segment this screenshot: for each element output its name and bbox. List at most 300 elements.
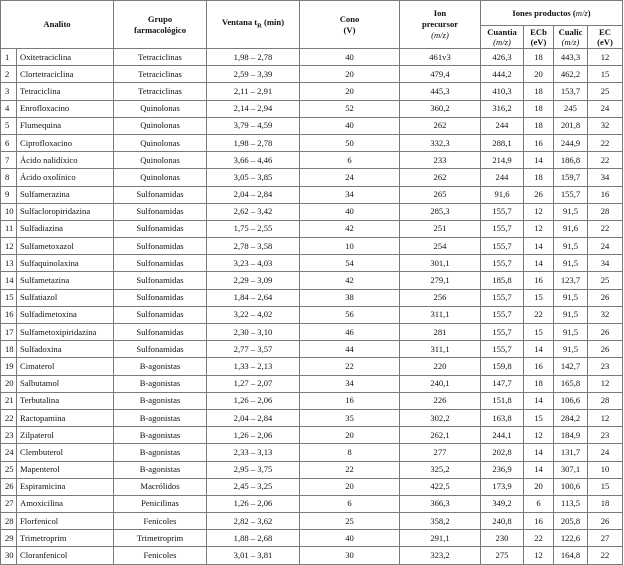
ec-cell: 22: [588, 134, 623, 151]
grupo-cell: Penicilinas: [114, 495, 207, 512]
row-number: 25: [1, 461, 17, 478]
ion-precursor-cell: 358,2: [400, 513, 481, 530]
table-row: [1, 220, 623, 237]
cono-cell: 6: [300, 495, 400, 512]
cualic-cell: 244,9: [554, 134, 588, 151]
cualic-cell: 205,8: [554, 513, 588, 530]
row-number: 11: [1, 220, 17, 237]
analito-cell: Sulfadiazina: [17, 220, 114, 237]
ion-precursor-cell: 302,2: [400, 409, 481, 426]
cono-cell: 20: [300, 478, 400, 495]
ion-precursor-cell: 311,1: [400, 341, 481, 358]
grupo-cell: Sulfonamidas: [114, 306, 207, 323]
ecb-cell: 18: [524, 100, 554, 117]
ventana-cell: 3,66 – 4,46: [207, 152, 300, 169]
grupo-cell: B-agonistas: [114, 461, 207, 478]
table-row: [1, 547, 623, 564]
cualic-cell: 91,5: [554, 289, 588, 306]
ion-precursor-cell: 279,1: [400, 272, 481, 289]
table-row: [1, 375, 623, 392]
table-row: [1, 49, 623, 66]
ventana-cell: 1,88 – 2,68: [207, 530, 300, 547]
grupo-cell: Sulfonamidas: [114, 341, 207, 358]
table-row: [1, 186, 623, 203]
cuantia-cell: 244: [481, 117, 524, 134]
cualic-cell: 165,8: [554, 375, 588, 392]
row-number: 2: [1, 66, 17, 83]
table-row: [1, 272, 623, 289]
analito-cell: Ractopamina: [17, 409, 114, 426]
table-row: [1, 169, 623, 186]
header-cuantia: Cuantia (m/z): [481, 26, 524, 49]
table-row: [1, 444, 623, 461]
row-number: 22: [1, 409, 17, 426]
cuantia-cell: 155,7: [481, 289, 524, 306]
cualic-cell: 91,5: [554, 324, 588, 341]
table-row: [1, 203, 623, 220]
cualic-cell: 100,6: [554, 478, 588, 495]
cuantia-cell: 173,9: [481, 478, 524, 495]
grupo-cell: Sulfonamidas: [114, 289, 207, 306]
ecb-cell: 20: [524, 66, 554, 83]
grupo-cell: B-agonistas: [114, 358, 207, 375]
ecb-cell: 18: [524, 117, 554, 134]
ecb-cell: 14: [524, 392, 554, 409]
ventana-cell: 2,59 – 3,39: [207, 66, 300, 83]
grupo-cell: Quinolonas: [114, 152, 207, 169]
grupo-cell: Sulfonamidas: [114, 238, 207, 255]
grupo-cell: Trimetroprim: [114, 530, 207, 547]
table-row: [1, 358, 623, 375]
cono-cell: 52: [300, 100, 400, 117]
analito-cell: Sulfamerazina: [17, 186, 114, 203]
ion-precursor-cell: 220: [400, 358, 481, 375]
ecb-cell: 22: [524, 306, 554, 323]
ion-precursor-cell: 251: [400, 220, 481, 237]
cualic-cell: 443,3: [554, 49, 588, 66]
ventana-cell: 3,01 – 3,81: [207, 547, 300, 564]
ec-cell: 22: [588, 152, 623, 169]
ec-cell: 15: [588, 66, 623, 83]
cualic-cell: 91,6: [554, 220, 588, 237]
row-number: 5: [1, 117, 17, 134]
grupo-cell: Quinolonas: [114, 169, 207, 186]
analito-cell: Amoxicilina: [17, 495, 114, 512]
grupo-cell: Sulfonamidas: [114, 324, 207, 341]
row-number: 28: [1, 513, 17, 530]
analito-cell: Oxitetraciclina: [17, 49, 114, 66]
ec-cell: 12: [588, 49, 623, 66]
cono-cell: 6: [300, 152, 400, 169]
ventana-cell: 2,30 – 3,10: [207, 324, 300, 341]
ion-precursor-cell: 233: [400, 152, 481, 169]
ec-cell: 32: [588, 306, 623, 323]
row-number: 21: [1, 392, 17, 409]
row-number: 14: [1, 272, 17, 289]
cualic-cell: 91,5: [554, 306, 588, 323]
grupo-cell: B-agonistas: [114, 392, 207, 409]
cono-cell: 34: [300, 375, 400, 392]
cuantia-cell: 155,7: [481, 306, 524, 323]
grupo-cell: Sulfonamidas: [114, 220, 207, 237]
table-row: [1, 83, 623, 100]
ecb-cell: 22: [524, 530, 554, 547]
ecb-cell: 16: [524, 513, 554, 530]
ventana-cell: 1,98 – 2,78: [207, 49, 300, 66]
row-number: 19: [1, 358, 17, 375]
ion-precursor-cell: 262,1: [400, 427, 481, 444]
ecb-cell: 14: [524, 461, 554, 478]
grupo-cell: Tetraciclinas: [114, 49, 207, 66]
analito-cell: Sulfametoxipiridazina: [17, 324, 114, 341]
grupo-cell: B-agonistas: [114, 427, 207, 444]
ecb-cell: 15: [524, 289, 554, 306]
grupo-cell: Sulfonamidas: [114, 186, 207, 203]
cuantia-cell: 155,7: [481, 220, 524, 237]
cono-cell: 20: [300, 83, 400, 100]
ec-cell: 26: [588, 513, 623, 530]
analito-cell: Sulfacloropiridazina: [17, 203, 114, 220]
table-row: [1, 238, 623, 255]
ecb-cell: 12: [524, 427, 554, 444]
cono-cell: 22: [300, 358, 400, 375]
ventana-cell: 1,27 – 2,07: [207, 375, 300, 392]
row-number: 10: [1, 203, 17, 220]
row-number: 23: [1, 427, 17, 444]
ion-precursor-cell: 301,1: [400, 255, 481, 272]
row-number: 7: [1, 152, 17, 169]
ec-cell: 27: [588, 530, 623, 547]
table-row: [1, 289, 623, 306]
ion-precursor-cell: 360,2: [400, 100, 481, 117]
cono-cell: 20: [300, 66, 400, 83]
ventana-cell: 2,33 – 3,13: [207, 444, 300, 461]
header-ventana: Ventana $t_R$ (min): [207, 1, 300, 49]
row-number: 24: [1, 444, 17, 461]
analito-cell: Ciprofloxacino: [17, 134, 114, 151]
ec-cell: 16: [588, 186, 623, 203]
ec-cell: 34: [588, 255, 623, 272]
cuantia-cell: 147,7: [481, 375, 524, 392]
grupo-cell: B-agonistas: [114, 444, 207, 461]
ion-precursor-cell: 285,3: [400, 203, 481, 220]
cono-cell: 35: [300, 409, 400, 426]
ec-cell: 34: [588, 169, 623, 186]
ventana-cell: 2,04 – 2,84: [207, 409, 300, 426]
ecb-cell: 26: [524, 186, 554, 203]
grupo-cell: Fenicoles: [114, 547, 207, 564]
cono-cell: 44: [300, 341, 400, 358]
ecb-cell: 15: [524, 409, 554, 426]
cono-cell: 34: [300, 186, 400, 203]
cono-cell: 24: [300, 169, 400, 186]
ecb-cell: 14: [524, 238, 554, 255]
cuantia-cell: 155,7: [481, 341, 524, 358]
table-row: [1, 100, 623, 117]
header-grupo: Grupo farmacológico: [114, 1, 207, 49]
cuantia-cell: 151,8: [481, 392, 524, 409]
ecb-cell: 15: [524, 324, 554, 341]
row-number: 15: [1, 289, 17, 306]
ion-precursor-cell: 479,4: [400, 66, 481, 83]
header-cono: Cono (V): [300, 1, 400, 49]
cono-cell: 25: [300, 513, 400, 530]
analito-cell: Flumequina: [17, 117, 114, 134]
cono-cell: 38: [300, 289, 400, 306]
cuantia-cell: 288,1: [481, 134, 524, 151]
cualic-cell: 91,5: [554, 341, 588, 358]
cuantia-cell: 159,8: [481, 358, 524, 375]
cono-cell: 46: [300, 324, 400, 341]
cuantia-cell: 155,7: [481, 238, 524, 255]
ec-cell: 28: [588, 392, 623, 409]
row-number: 18: [1, 341, 17, 358]
ec-cell: 23: [588, 358, 623, 375]
cuantia-cell: 155,7: [481, 203, 524, 220]
analito-cell: Terbutalina: [17, 392, 114, 409]
row-number: 4: [1, 100, 17, 117]
grupo-cell: Sulfonamidas: [114, 255, 207, 272]
grupo-cell: Sulfonamidas: [114, 203, 207, 220]
ecb-cell: 16: [524, 272, 554, 289]
ventana-cell: 1,26 – 2,06: [207, 495, 300, 512]
grupo-cell: B-agonistas: [114, 375, 207, 392]
ecb-cell: 18: [524, 49, 554, 66]
ventana-cell: 3,05 – 3,85: [207, 169, 300, 186]
cualic-cell: 122,6: [554, 530, 588, 547]
ventana-cell: 2,77 – 3,57: [207, 341, 300, 358]
ecb-cell: 14: [524, 152, 554, 169]
cono-cell: 10: [300, 238, 400, 255]
ecb-cell: 18: [524, 83, 554, 100]
grupo-cell: Tetraciclinas: [114, 66, 207, 83]
table-row: [1, 461, 623, 478]
row-number: 12: [1, 238, 17, 255]
cualic-cell: 284,2: [554, 409, 588, 426]
analito-cell: Ácido oxolínico: [17, 169, 114, 186]
cono-cell: 40: [300, 203, 400, 220]
cuantia-cell: 244: [481, 169, 524, 186]
ventana-cell: 2,14 – 2,94: [207, 100, 300, 117]
cuantia-cell: 426,3: [481, 49, 524, 66]
ecb-cell: 6: [524, 495, 554, 512]
cualic-cell: 307,1: [554, 461, 588, 478]
row-number: 29: [1, 530, 17, 547]
table-row: [1, 66, 623, 83]
table-row: [1, 134, 623, 151]
cuantia-cell: 236,9: [481, 461, 524, 478]
cono-cell: 40: [300, 530, 400, 547]
analito-cell: Sulfadimetoxina: [17, 306, 114, 323]
ion-precursor-cell: 277: [400, 444, 481, 461]
row-number: 26: [1, 478, 17, 495]
analito-cell: Sulfametazina: [17, 272, 114, 289]
cualic-cell: 123,7: [554, 272, 588, 289]
table-header: [1, 1, 623, 49]
ec-cell: 28: [588, 203, 623, 220]
table-row: [1, 409, 623, 426]
ion-precursor-cell: 366,3: [400, 495, 481, 512]
ecb-cell: 14: [524, 255, 554, 272]
analito-cell: Mapenterol: [17, 461, 114, 478]
cualic-cell: 159,7: [554, 169, 588, 186]
cono-cell: 30: [300, 547, 400, 564]
cono-cell: 20: [300, 427, 400, 444]
ec-cell: 24: [588, 238, 623, 255]
table-row: [1, 152, 623, 169]
ecb-cell: 12: [524, 220, 554, 237]
ec-cell: 26: [588, 324, 623, 341]
row-number: 30: [1, 547, 17, 564]
ecb-cell: 18: [524, 169, 554, 186]
table-row: [1, 324, 623, 341]
ec-cell: 26: [588, 341, 623, 358]
ion-precursor-cell: 226: [400, 392, 481, 409]
ecb-cell: 14: [524, 444, 554, 461]
grupo-cell: B-agonistas: [114, 409, 207, 426]
table-row: [1, 341, 623, 358]
row-number: 9: [1, 186, 17, 203]
analito-cell: Tetraciclina: [17, 83, 114, 100]
cualic-cell: 131,7: [554, 444, 588, 461]
ventana-cell: 1,84 – 2,64: [207, 289, 300, 306]
ventana-cell: 2,82 – 3,62: [207, 513, 300, 530]
cualic-cell: 245: [554, 100, 588, 117]
cono-cell: 54: [300, 255, 400, 272]
cualic-cell: 164,8: [554, 547, 588, 564]
row-number: 6: [1, 134, 17, 151]
ec-cell: 12: [588, 375, 623, 392]
ion-precursor-cell: 325,2: [400, 461, 481, 478]
grupo-cell: Quinolonas: [114, 117, 207, 134]
row-number: 3: [1, 83, 17, 100]
cualic-cell: 462,2: [554, 66, 588, 83]
cuantia-cell: 202,8: [481, 444, 524, 461]
cuantia-cell: 185,8: [481, 272, 524, 289]
cono-cell: 42: [300, 272, 400, 289]
ventana-cell: 1,75 – 2,55: [207, 220, 300, 237]
ion-precursor-cell: 256: [400, 289, 481, 306]
header-ec: EC (eV): [588, 26, 623, 49]
ecb-cell: 18: [524, 375, 554, 392]
cualic-cell: 184,9: [554, 427, 588, 444]
ion-precursor-cell: 422,5: [400, 478, 481, 495]
cono-cell: 50: [300, 134, 400, 151]
analito-cell: Zilpaterol: [17, 427, 114, 444]
header-iones-productos: Iones productos (m/z): [481, 1, 623, 26]
analito-cell: Florfenicol: [17, 513, 114, 530]
ventana-cell: 3,23 – 4,03: [207, 255, 300, 272]
ventana-cell: 3,79 – 4,59: [207, 117, 300, 134]
table-row: [1, 478, 623, 495]
ventana-cell: 1,98 – 2,78: [207, 134, 300, 151]
analito-cell: Espiramicina: [17, 478, 114, 495]
ventana-cell: 2,78 – 3,58: [207, 238, 300, 255]
table-row: [1, 530, 623, 547]
ec-cell: 26: [588, 289, 623, 306]
analito-cell: Sulfaquinolaxina: [17, 255, 114, 272]
grupo-cell: Tetraciclinas: [114, 83, 207, 100]
analito-cell: Salbutamol: [17, 375, 114, 392]
cualic-cell: 155,7: [554, 186, 588, 203]
table-row: [1, 513, 623, 530]
ventana-cell: 2,11 – 2,91: [207, 83, 300, 100]
ion-precursor-cell: 265: [400, 186, 481, 203]
cuantia-cell: 155,7: [481, 324, 524, 341]
grupo-cell: Fenicoles: [114, 513, 207, 530]
analito-cell: Sulfatiazol: [17, 289, 114, 306]
cuantia-cell: 214,9: [481, 152, 524, 169]
row-number: 20: [1, 375, 17, 392]
cuantia-cell: 316,2: [481, 100, 524, 117]
cono-cell: 22: [300, 461, 400, 478]
cono-cell: 56: [300, 306, 400, 323]
ec-cell: 25: [588, 272, 623, 289]
cualic-cell: 91,5: [554, 255, 588, 272]
grupo-cell: Quinolonas: [114, 100, 207, 117]
cualic-cell: 201,8: [554, 117, 588, 134]
ec-cell: 22: [588, 547, 623, 564]
analito-cell: Sulfadoxina: [17, 341, 114, 358]
header-analito: Analito: [1, 1, 114, 49]
cualic-cell: 186,8: [554, 152, 588, 169]
cuantia-cell: 244,1: [481, 427, 524, 444]
cono-cell: 40: [300, 117, 400, 134]
cuantia-cell: 155,7: [481, 255, 524, 272]
ion-precursor-cell: 262: [400, 117, 481, 134]
ion-precursor-cell: 291,1: [400, 530, 481, 547]
header-ion-precursor: Ion precursor (m/z): [400, 1, 481, 49]
ion-precursor-cell: 240,1: [400, 375, 481, 392]
ventana-cell: 3,22 – 4,02: [207, 306, 300, 323]
ventana-cell: 2,45 – 3,25: [207, 478, 300, 495]
cualic-cell: 91,5: [554, 238, 588, 255]
analito-cell: Enrofloxacino: [17, 100, 114, 117]
cuantia-cell: 275: [481, 547, 524, 564]
row-number: 13: [1, 255, 17, 272]
ec-cell: 15: [588, 478, 623, 495]
ec-cell: 32: [588, 117, 623, 134]
table-row: [1, 427, 623, 444]
row-number: 8: [1, 169, 17, 186]
cualic-cell: 142,7: [554, 358, 588, 375]
cono-cell: 42: [300, 220, 400, 237]
ecb-cell: 14: [524, 341, 554, 358]
table-row: [1, 255, 623, 272]
ec-cell: 25: [588, 83, 623, 100]
grupo-cell: Sulfonamidas: [114, 272, 207, 289]
ion-precursor-cell: 445,3: [400, 83, 481, 100]
cuantia-cell: 91,6: [481, 186, 524, 203]
cuantia-cell: 240,8: [481, 513, 524, 530]
grupo-cell: Macrólidos: [114, 478, 207, 495]
ec-cell: 12: [588, 409, 623, 426]
header-cualic: Cualic (m/z): [554, 26, 588, 49]
cono-cell: 40: [300, 49, 400, 66]
table-row: [1, 117, 623, 134]
ventana-cell: 1,33 – 2,13: [207, 358, 300, 375]
analito-cell: Clortetraciclina: [17, 66, 114, 83]
ion-precursor-cell: 262: [400, 169, 481, 186]
analito-cell: Cloranfenicol: [17, 547, 114, 564]
ion-precursor-cell: 332,3: [400, 134, 481, 151]
ion-precursor-cell: 254: [400, 238, 481, 255]
ventana-cell: 2,04 – 2,84: [207, 186, 300, 203]
cono-cell: 8: [300, 444, 400, 461]
ventana-cell: 2,29 – 3,09: [207, 272, 300, 289]
row-number: 16: [1, 306, 17, 323]
table-row: [1, 495, 623, 512]
